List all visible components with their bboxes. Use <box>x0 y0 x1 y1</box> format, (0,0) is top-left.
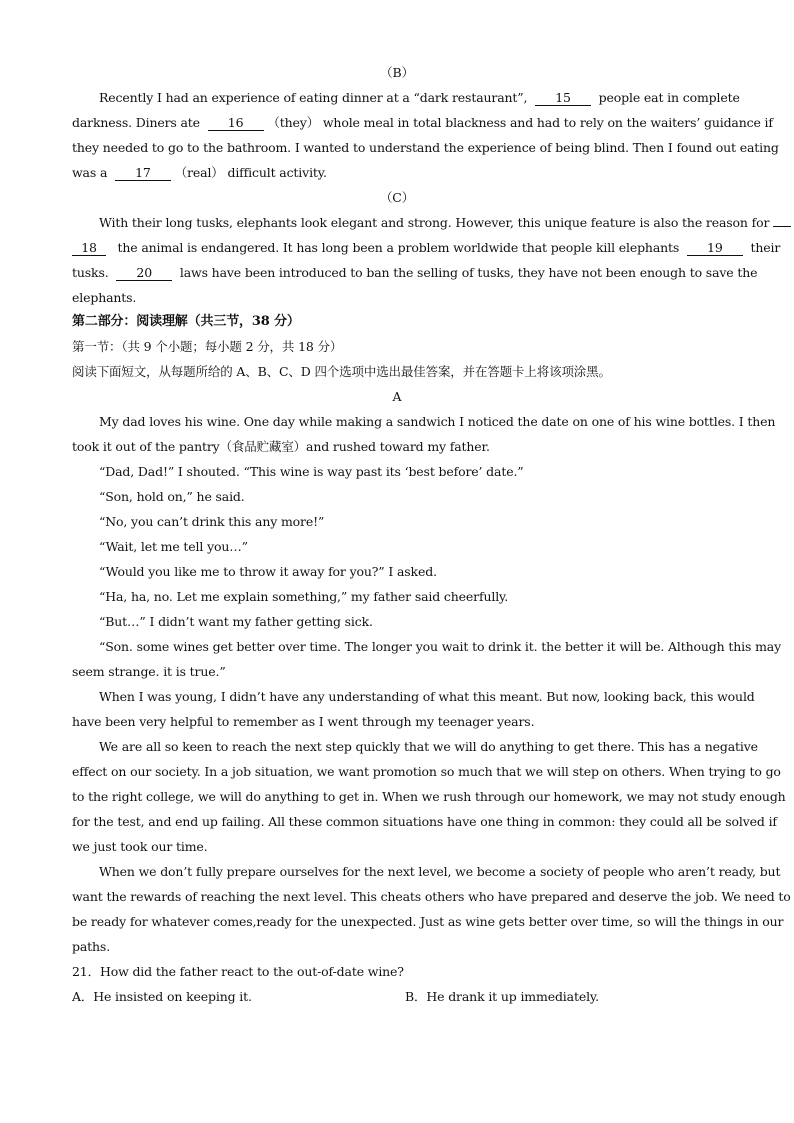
passage-line: to the right college, we will do anything to get in. When we rush through our homework, we may not study enough <box>72 789 786 804</box>
passage-line: took it out of the pantry（食品贮藏室）and rushed toward my father. <box>72 439 490 454</box>
part2-subtitle: 第一节：（共 9 个小题；每小题 2 分，共 18 分） <box>72 339 343 354</box>
passage-line: “Son, hold on,” he said. <box>99 489 245 504</box>
section-c-heading: （C） <box>379 190 415 205</box>
section-c-line-4: elephants. <box>72 290 137 305</box>
passage-line: have been very helpful to remember as I went through my teenager years. <box>72 714 535 729</box>
section-b-heading: （B） <box>380 65 414 80</box>
blank-20[interactable]: 20 <box>116 266 172 281</box>
passage-line: want the rewards of reaching the next level. This cheats others who have prepared and deserve the job. We need to <box>72 889 791 904</box>
passage-line: “Son. some wines get better over time. The longer you wait to drink it. the better it will be. Although this may <box>99 639 781 654</box>
section-c-line-1: With their long tusks, elephants look elegant and strong. However, this unique feature is also the reason for <box>99 215 722 231</box>
blank-18[interactable]: 18 <box>72 241 106 256</box>
passage-line: My dad loves his wine. One day while making a sandwich I noticed the date on one of his wine bottles. I then <box>99 414 776 429</box>
blank-19[interactable]: 19 <box>687 241 743 256</box>
passage-line: seem strange. it is true.” <box>72 664 226 679</box>
option-a[interactable]: A．He insisted on keeping it. <box>72 989 252 1004</box>
blank-16[interactable]: 16 <box>208 116 264 131</box>
passage-line: be ready for whatever comes,ready for the unexpected. Just as wine gets better over time, so will the things in our <box>72 914 784 929</box>
option-b[interactable]: B．He drank it up immediately. <box>405 989 600 1004</box>
section-c-line-3: tusks. 20 laws have been introduced to ban the selling of tusks, they have not been enough to save the <box>72 265 758 280</box>
passage-line: for the test, and end up failing. All these common situations have one thing in common: they could all be solved if <box>72 814 777 829</box>
passage-line: We are all so keen to reach the next step quickly that we will do anything to get there. This has a negative <box>99 739 758 754</box>
passage-line: “Ha, ha, no. Let me explain something,” my father said cheerfully. <box>99 589 509 604</box>
blank-18-start <box>773 226 791 227</box>
passage-line: When I was young, I didn’t have any understanding of what this meant. But now, looking back, this would <box>99 689 755 704</box>
section-c-line-2: 18 the animal is endangered. It has long been a problem worldwide that people kill elephants 19 their <box>72 240 722 256</box>
passage-line: “Dad, Dad!” I shouted. “This wine is way past its ‘best before’ date.” <box>99 464 524 479</box>
passage-line: we just took our time. <box>72 839 208 854</box>
passage-line: “No, you can’t drink this any more!” <box>99 514 325 529</box>
section-b-line-1: Recently I had an experience of eating dinner at a “dark restaurant”, 15 people eat in complete <box>99 90 740 105</box>
blank-17[interactable]: 17 <box>115 166 171 181</box>
passage-line: effect on our society. In a job situation, we want promotion so much that we will step on others. When trying to go <box>72 764 781 779</box>
passage-line: “Wait, let me tell you…” <box>99 539 248 554</box>
passage-label: A <box>392 389 402 404</box>
question-21-options <box>72 989 722 1005</box>
passage-line: paths. <box>72 939 111 954</box>
part2-title: 第二部分：阅读理解（共三节，38 分） <box>72 314 300 329</box>
part2-instruction: 阅读下面短文，从每题所给的 A、B、C、D 四个选项中选出最佳答案，并在答题卡上将该项涂黑。 <box>72 364 611 379</box>
question-21-stem: 21．How did the father react to the out-of-date wine? <box>72 964 404 979</box>
passage-line: When we don’t fully prepare ourselves for the next level, we become a society of people who aren’t ready, but <box>99 864 781 879</box>
passage-line: “Would you like me to throw it away for you?” I asked. <box>99 564 437 579</box>
passage-line: “But…” I didn’t want my father getting sick. <box>99 614 373 629</box>
blank-15[interactable]: 15 <box>535 91 591 106</box>
section-b-line-2: darkness. Diners ate 16 （they） whole meal in total blackness and had to rely on the waiters’ guidance if <box>72 115 773 130</box>
section-b-line-4: was a 17 （real） difficult activity. <box>72 165 327 180</box>
section-b-line-3: they needed to go to the bathroom. I wanted to understand the experience of being blind. Then I found out eating <box>72 140 779 155</box>
